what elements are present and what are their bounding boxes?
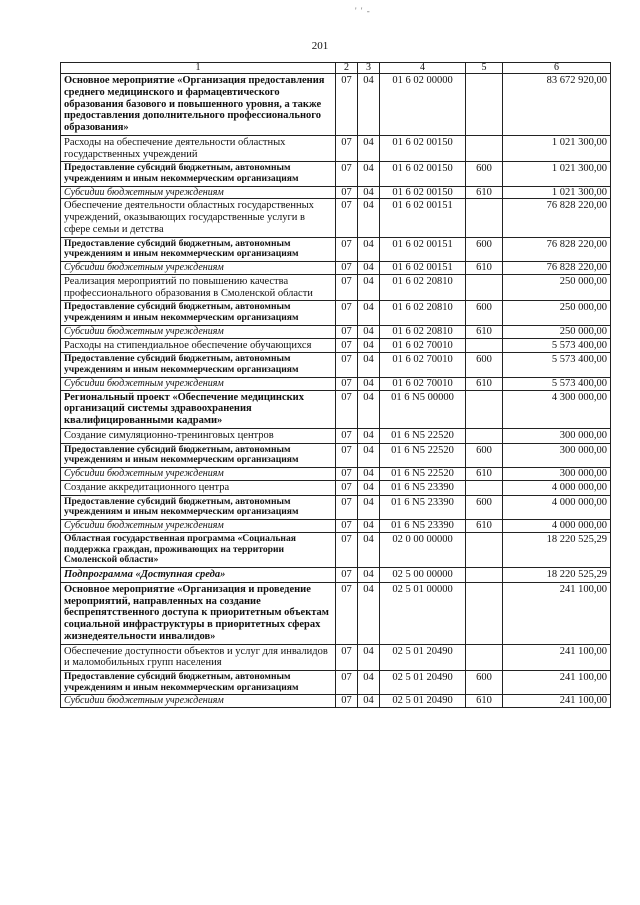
row-name-cell: Расходы на обеспечение деятельности областных государственных учреждений <box>61 135 336 162</box>
row-section-cell: 07 <box>336 532 358 567</box>
row-target-article-cell: 02 5 01 20490 <box>380 644 466 671</box>
row-section-cell: 07 <box>336 135 358 162</box>
row-target-article-cell: 02 5 01 20490 <box>380 671 466 695</box>
row-subsection-cell: 04 <box>358 74 380 136</box>
row-name-cell: Субсидии бюджетным учреждениям <box>61 695 336 708</box>
row-name-cell: Региональный проект «Обеспечение медицинских организаций системы здравоохранения квалифицированными кадрами» <box>61 390 336 428</box>
table-row <box>61 262 611 275</box>
row-subsection-cell: 04 <box>358 186 380 199</box>
row-expense-type-cell: 600 <box>466 671 503 695</box>
row-expense-type-cell: 610 <box>466 186 503 199</box>
row-target-article-cell: 01 6 02 00000 <box>380 74 466 136</box>
row-name-cell: Предоставление субсидий бюджетным, автономным учреждениям и иным некоммерческим организациям <box>61 495 336 519</box>
row-subsection-cell: 04 <box>358 135 380 162</box>
row-amount-cell: 4 000 000,00 <box>503 480 611 495</box>
row-name-cell: Субсидии бюджетным учреждениям <box>61 325 336 338</box>
row-target-article-cell: 01 6 N5 23390 <box>380 480 466 495</box>
row-name-cell: Предоставление субсидий бюджетным, автономным учреждениям и иным некоммерческим организациям <box>61 301 336 325</box>
row-name-cell: Предоставление субсидий бюджетным, автономным учреждениям и иным некоммерческим организациям <box>61 671 336 695</box>
table-row <box>61 568 611 583</box>
row-subsection-cell: 04 <box>358 338 380 353</box>
row-section-cell: 07 <box>336 162 358 186</box>
row-subsection-cell: 04 <box>358 301 380 325</box>
row-section-cell: 07 <box>336 338 358 353</box>
row-target-article-cell: 01 6 N5 23390 <box>380 495 466 519</box>
row-subsection-cell: 04 <box>358 162 380 186</box>
row-expense-type-cell: 600 <box>466 353 503 377</box>
scan-mark: ' ' - <box>355 6 371 16</box>
row-section-cell: 07 <box>336 74 358 136</box>
row-section-cell: 07 <box>336 186 358 199</box>
row-section-cell: 07 <box>336 695 358 708</box>
row-name-cell: Субсидии бюджетным учреждениям <box>61 377 336 390</box>
row-subsection-cell: 04 <box>358 495 380 519</box>
row-amount-cell: 1 021 300,00 <box>503 162 611 186</box>
row-amount-cell: 4 000 000,00 <box>503 495 611 519</box>
row-section-cell: 07 <box>336 520 358 533</box>
row-expense-type-cell: 610 <box>466 262 503 275</box>
row-subsection-cell: 04 <box>358 520 380 533</box>
row-subsection-cell: 04 <box>358 237 380 261</box>
row-subsection-cell: 04 <box>358 262 380 275</box>
table-row <box>61 162 611 186</box>
column-header-2: 2 <box>336 63 358 74</box>
row-amount-cell: 241 100,00 <box>503 582 611 644</box>
row-expense-type-cell <box>466 338 503 353</box>
row-expense-type-cell <box>466 74 503 136</box>
row-subsection-cell: 04 <box>358 468 380 481</box>
row-amount-cell: 4 300 000,00 <box>503 390 611 428</box>
row-section-cell: 07 <box>336 262 358 275</box>
row-expense-type-cell <box>466 644 503 671</box>
row-section-cell: 07 <box>336 274 358 301</box>
page-number: 201 <box>311 40 329 52</box>
table-row <box>61 135 611 162</box>
row-target-article-cell: 01 6 02 70010 <box>380 338 466 353</box>
row-subsection-cell: 04 <box>358 377 380 390</box>
row-subsection-cell: 04 <box>358 274 380 301</box>
table-row <box>61 186 611 199</box>
row-target-article-cell: 01 6 02 00151 <box>380 237 466 261</box>
row-subsection-cell: 04 <box>358 428 380 443</box>
row-name-cell: Подпрограмма «Доступная среда» <box>61 568 336 583</box>
row-amount-cell: 1 021 300,00 <box>503 135 611 162</box>
table-row <box>61 338 611 353</box>
row-section-cell: 07 <box>336 301 358 325</box>
row-name-cell: Реализация мероприятий по повышению качества профессионального образования в Смоленской области <box>61 274 336 301</box>
row-name-cell: Субсидии бюджетным учреждениям <box>61 186 336 199</box>
row-expense-type-cell <box>466 390 503 428</box>
table-header-row <box>61 63 611 74</box>
row-expense-type-cell <box>466 428 503 443</box>
row-name-cell: Предоставление субсидий бюджетным, автономным учреждениям и иным некоммерческим организациям <box>61 353 336 377</box>
row-expense-type-cell <box>466 274 503 301</box>
row-target-article-cell: 02 5 01 20490 <box>380 695 466 708</box>
row-target-article-cell: 01 6 N5 23390 <box>380 520 466 533</box>
column-header-6: 6 <box>503 63 611 74</box>
row-target-article-cell: 01 6 02 00150 <box>380 135 466 162</box>
table-row <box>61 468 611 481</box>
row-target-article-cell: 01 6 02 20810 <box>380 325 466 338</box>
row-subsection-cell: 04 <box>358 199 380 237</box>
row-amount-cell: 4 000 000,00 <box>503 520 611 533</box>
row-amount-cell: 5 573 400,00 <box>503 377 611 390</box>
row-expense-type-cell: 610 <box>466 468 503 481</box>
row-subsection-cell: 04 <box>358 568 380 583</box>
table-body <box>61 74 611 708</box>
row-section-cell: 07 <box>336 495 358 519</box>
table-row <box>61 644 611 671</box>
row-expense-type-cell <box>466 582 503 644</box>
row-amount-cell: 241 100,00 <box>503 671 611 695</box>
row-section-cell: 07 <box>336 671 358 695</box>
row-name-cell: Обеспечение деятельности областных государственных учреждений, оказывающих государственные услуги в сфере семьи и детства <box>61 199 336 237</box>
row-expense-type-cell: 600 <box>466 162 503 186</box>
row-amount-cell: 18 220 525,29 <box>503 568 611 583</box>
row-name-cell: Предоставление субсидий бюджетным, автономным учреждениям и иным некоммерческим организациям <box>61 443 336 467</box>
row-expense-type-cell: 610 <box>466 325 503 338</box>
row-subsection-cell: 04 <box>358 582 380 644</box>
row-target-article-cell: 02 5 00 00000 <box>380 568 466 583</box>
row-name-cell: Субсидии бюджетным учреждениям <box>61 520 336 533</box>
row-amount-cell: 1 021 300,00 <box>503 186 611 199</box>
column-header-4: 4 <box>380 63 466 74</box>
column-header-3: 3 <box>358 63 380 74</box>
row-name-cell: Предоставление субсидий бюджетным, автономным учреждениям и иным некоммерческим организациям <box>61 162 336 186</box>
row-amount-cell: 250 000,00 <box>503 301 611 325</box>
row-expense-type-cell: 600 <box>466 301 503 325</box>
row-amount-cell: 250 000,00 <box>503 274 611 301</box>
row-name-cell: Областная государственная программа «Социальная поддержка граждан, проживающих на территории Смоленской области» <box>61 532 336 567</box>
table-row <box>61 495 611 519</box>
table-row <box>61 301 611 325</box>
row-name-cell: Субсидии бюджетным учреждениям <box>61 262 336 275</box>
row-section-cell: 07 <box>336 428 358 443</box>
row-expense-type-cell: 610 <box>466 695 503 708</box>
row-name-cell: Создание аккредитационного центра <box>61 480 336 495</box>
row-target-article-cell: 01 6 02 20810 <box>380 274 466 301</box>
table-row <box>61 274 611 301</box>
row-subsection-cell: 04 <box>358 480 380 495</box>
row-target-article-cell: 02 0 00 00000 <box>380 532 466 567</box>
row-subsection-cell: 04 <box>358 390 380 428</box>
table-row <box>61 443 611 467</box>
row-target-article-cell: 01 6 N5 22520 <box>380 468 466 481</box>
row-expense-type-cell: 600 <box>466 443 503 467</box>
row-target-article-cell: 01 6 02 00151 <box>380 199 466 237</box>
row-target-article-cell: 01 6 02 20810 <box>380 301 466 325</box>
table-row <box>61 199 611 237</box>
table-row <box>61 695 611 708</box>
row-amount-cell: 300 000,00 <box>503 443 611 467</box>
row-subsection-cell: 04 <box>358 671 380 695</box>
row-section-cell: 07 <box>336 468 358 481</box>
row-section-cell: 07 <box>336 377 358 390</box>
row-amount-cell: 250 000,00 <box>503 325 611 338</box>
row-amount-cell: 76 828 220,00 <box>503 262 611 275</box>
row-expense-type-cell <box>466 532 503 567</box>
row-amount-cell: 76 828 220,00 <box>503 237 611 261</box>
row-amount-cell: 83 672 920,00 <box>503 74 611 136</box>
row-expense-type-cell <box>466 199 503 237</box>
table-row <box>61 377 611 390</box>
row-target-article-cell: 01 6 02 00150 <box>380 186 466 199</box>
row-expense-type-cell <box>466 135 503 162</box>
row-name-cell: Основное мероприятие «Организация и проведение мероприятий, направленных на создание беспрепятственного доступа к приоритетным объектам социальной инфраструктуры в приоритетных сферах жизнедеятельности инвалидов» <box>61 582 336 644</box>
budget-table <box>60 62 611 708</box>
row-section-cell: 07 <box>336 353 358 377</box>
row-subsection-cell: 04 <box>358 644 380 671</box>
table-row <box>61 390 611 428</box>
row-expense-type-cell <box>466 480 503 495</box>
row-name-cell: Расходы на стипендиальное обеспечение обучающихся <box>61 338 336 353</box>
table-row <box>61 237 611 261</box>
row-target-article-cell: 01 6 N5 22520 <box>380 428 466 443</box>
row-target-article-cell: 01 6 N5 00000 <box>380 390 466 428</box>
row-section-cell: 07 <box>336 480 358 495</box>
table-row <box>61 671 611 695</box>
row-target-article-cell: 01 6 N5 22520 <box>380 443 466 467</box>
column-header-5: 5 <box>466 63 503 74</box>
row-name-cell: Предоставление субсидий бюджетным, автономным учреждениям и иным некоммерческим организациям <box>61 237 336 261</box>
table-row <box>61 428 611 443</box>
row-expense-type-cell: 600 <box>466 237 503 261</box>
row-expense-type-cell: 610 <box>466 520 503 533</box>
row-subsection-cell: 04 <box>358 443 380 467</box>
table-row <box>61 74 611 136</box>
table-row <box>61 353 611 377</box>
row-amount-cell: 241 100,00 <box>503 644 611 671</box>
row-expense-type-cell <box>466 568 503 583</box>
row-name-cell: Субсидии бюджетным учреждениям <box>61 468 336 481</box>
row-amount-cell: 300 000,00 <box>503 468 611 481</box>
row-section-cell: 07 <box>336 568 358 583</box>
column-header-1: 1 <box>61 63 336 74</box>
table-row <box>61 480 611 495</box>
row-section-cell: 07 <box>336 644 358 671</box>
row-target-article-cell: 01 6 02 00150 <box>380 162 466 186</box>
row-subsection-cell: 04 <box>358 695 380 708</box>
row-section-cell: 07 <box>336 237 358 261</box>
row-target-article-cell: 01 6 02 70010 <box>380 353 466 377</box>
row-name-cell: Обеспечение доступности объектов и услуг для инвалидов и маломобильных групп населения <box>61 644 336 671</box>
row-target-article-cell: 01 6 02 00151 <box>380 262 466 275</box>
row-target-article-cell: 01 6 02 70010 <box>380 377 466 390</box>
row-amount-cell: 5 573 400,00 <box>503 338 611 353</box>
row-subsection-cell: 04 <box>358 325 380 338</box>
row-target-article-cell: 02 5 01 00000 <box>380 582 466 644</box>
row-section-cell: 07 <box>336 325 358 338</box>
row-amount-cell: 5 573 400,00 <box>503 353 611 377</box>
row-section-cell: 07 <box>336 199 358 237</box>
row-section-cell: 07 <box>336 390 358 428</box>
row-subsection-cell: 04 <box>358 532 380 567</box>
row-amount-cell: 241 100,00 <box>503 695 611 708</box>
row-name-cell: Основное мероприятие «Организация предоставления среднего медицинского и фармацевтического образования базового и повышенного уровня, а также предоставления дополнительного профессионального образования» <box>61 74 336 136</box>
table-row <box>61 532 611 567</box>
row-amount-cell: 18 220 525,29 <box>503 532 611 567</box>
row-amount-cell: 300 000,00 <box>503 428 611 443</box>
row-amount-cell: 76 828 220,00 <box>503 199 611 237</box>
row-subsection-cell: 04 <box>358 353 380 377</box>
row-section-cell: 07 <box>336 582 358 644</box>
row-section-cell: 07 <box>336 443 358 467</box>
row-name-cell: Создание симуляционно-тренинговых центров <box>61 428 336 443</box>
table-row <box>61 325 611 338</box>
table-row <box>61 582 611 644</box>
row-expense-type-cell: 600 <box>466 495 503 519</box>
table-row <box>61 520 611 533</box>
row-expense-type-cell: 610 <box>466 377 503 390</box>
